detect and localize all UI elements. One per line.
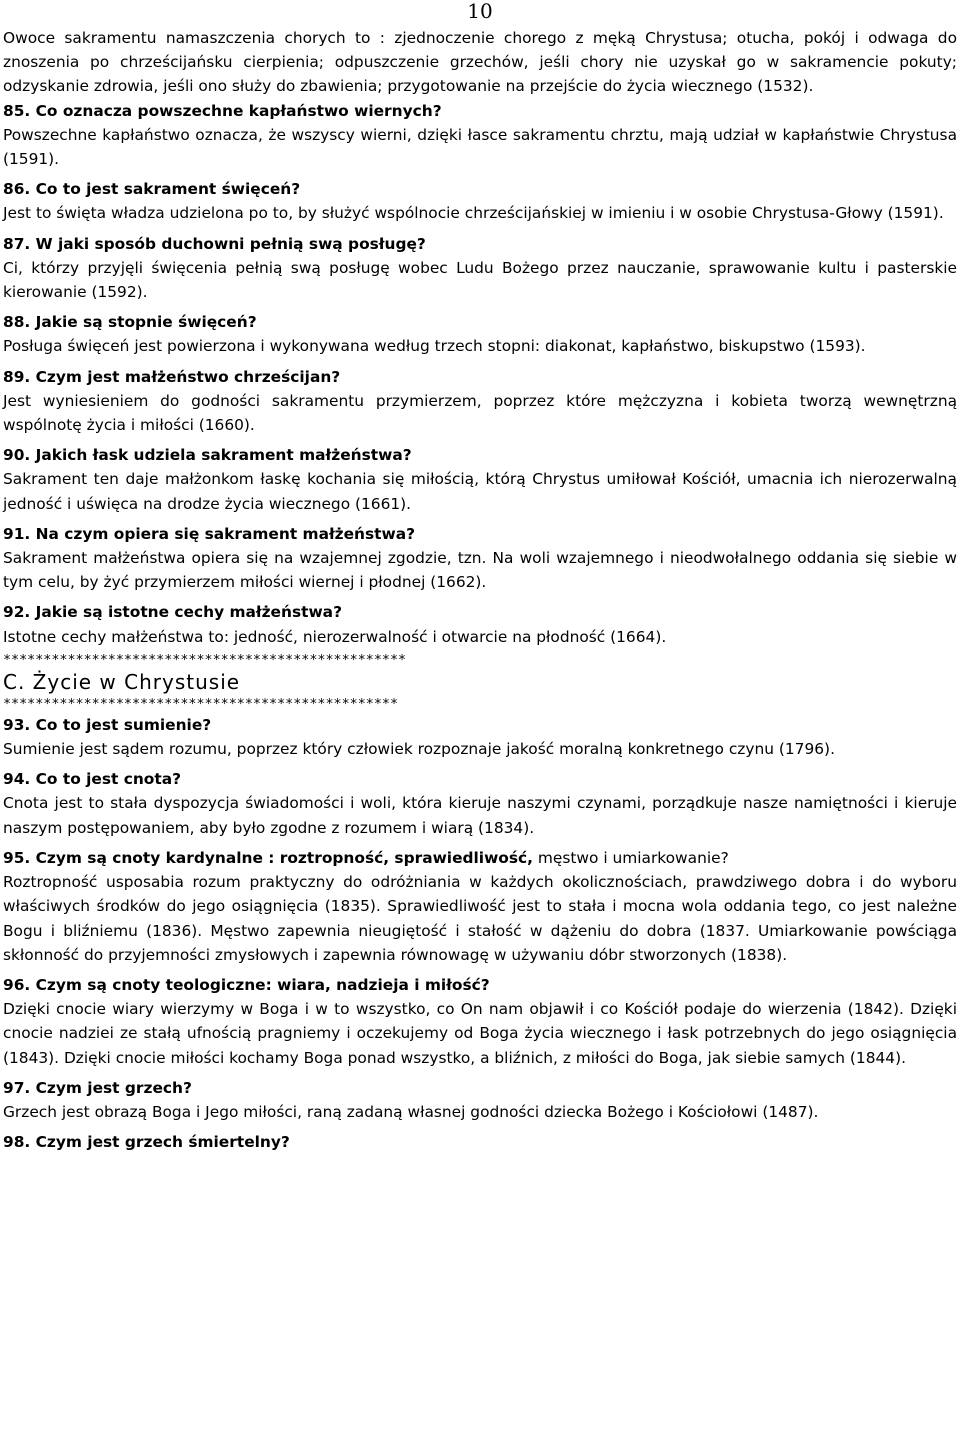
question-text: 90. Jakich łask udziela sakrament małżeństwa? [3, 446, 412, 465]
answer-text: Jest to święta władza udzielona po to, by służyć wspólnocie chrześcijańskiej w imieniu i w osobie Chrystusa-Głowy (1591). [3, 204, 944, 223]
question-text: 85. Co oznacza powszechne kapłaństwo wiernych? [3, 101, 442, 120]
qa-item [3, 600, 957, 648]
question-heading [3, 522, 957, 546]
qa-item [3, 846, 957, 967]
question-text: 95. Czym są cnoty kardynalne : roztropność, sprawiedliwość, [3, 848, 534, 867]
question-heading [3, 99, 957, 123]
qa-item [3, 232, 957, 305]
question-heading [3, 365, 957, 389]
qa-item [3, 99, 957, 172]
qa-item [3, 713, 957, 761]
question-text: 86. Co to jest sakrament święceń? [3, 180, 301, 199]
qa-item [3, 310, 957, 358]
qa-item [3, 1076, 957, 1124]
question-text: 98. Czym jest grzech śmiertelny? [3, 1133, 290, 1152]
answer-text: Roztropność usposabia rozum praktyczny do odróżniania w każdych okolicznościach, prawdziwego dobra i do wyboru właściwych środków do jego osiągnięcia (1835). Sprawiedliwość jest to stała i mocna wola oddania tego, co jest należne Bogu i bliźniemu (1836). Męstwo zapewnia nieugiętość i stałość w dążeniu do dobra (1837. Umiarkowanie powściąga skłonność do przyjemności zmysłowych i zapewnia równowagę w używaniu dóbr stworzonych (1838). [3, 873, 957, 964]
question-text: 94. Co to jest cnota? [3, 770, 182, 789]
question-heading [3, 177, 957, 201]
section-title: C. Życie w Chrystusie [3, 669, 241, 694]
question-heading [3, 973, 957, 997]
answer-text: Sakrament ten daje małżonkom łaskę kochania się miłością, którą Chrystus umiłował Kościół, umacnia ich nierozerwalną jedność i uświęca na drodze życia wiecznego (1661). [3, 470, 957, 513]
answer-text: Sakrament małżeństwa opiera się na wzajemnej zgodzie, tzn. Na woli wzajemnego i nieodwołalnego oddania się siebie w tym celu, by żyć przymierzem miłości wiernej i płodnej (1662). [3, 549, 957, 592]
question-text: 92. Jakie są istotne cechy małżeństwa? [3, 603, 342, 622]
qa-item [3, 767, 957, 840]
question-heading [3, 713, 957, 737]
qa-list-sacraments [3, 99, 957, 649]
question-heading [3, 1130, 957, 1154]
question-heading [3, 443, 957, 467]
answer-text: Sumienie jest sądem rozumu, poprzez który człowiek rozpoznaje jakość moralną konkretnego czynu (1796). [3, 740, 835, 759]
separator-top: ************************************************** [3, 652, 407, 668]
page-number: 10 [467, 0, 493, 23]
question-heading [3, 846, 957, 870]
qa-item [3, 177, 957, 225]
question-text: 96. Czym są cnoty teologiczne: wiara, nadzieja i miłość? [3, 975, 490, 994]
answer-text: Jest wyniesieniem do godności sakramentu przymierzem, poprzez które mężczyzna i kobieta tworzą wewnętrzną wspólnotę życia i miłości (1660). [3, 391, 957, 435]
question-heading [3, 600, 957, 624]
document-content [3, 26, 957, 1154]
question-text: 93. Co to jest sumienie? [3, 715, 212, 734]
question-heading [3, 767, 957, 791]
answer-text: Posługa święceń jest powierzona i wykonywana według trzech stopni: diakonat, kapłaństwo, biskupstwo (1593). [3, 337, 866, 356]
answer-text: Istotne cechy małżeństwa to: jedność, nierozerwalność i otwarcie na płodność (1664). [3, 627, 667, 646]
qa-item [3, 443, 957, 516]
answer-text: Ci, którzy przyjęli święcenia pełnią swą posługę wobec Ludu Bożego przez nauczanie, sprawowanie kultu i pasterskie kierowanie (1592). [3, 258, 957, 302]
question-text: 97. Czym jest grzech? [3, 1078, 192, 1097]
answer-text: Cnota jest to stała dyspozycja świadomości i woli, która kieruje naszymi czynami, porządkuje nasze namiętności i kieruje naszym postępowaniem, aby było zgodne z rozumem i wiarą (1834). [3, 794, 957, 837]
intro-paragraph: Owoce sakramentu namaszczenia chorych to : zjednoczenie chorego z męką Chrystusa; otucha, pokój i odwaga do znoszenia po chrześcijańsku cierpienia; odpuszczenie grzechów, jeśli chory nie uzyskał go w sakramencie pokuty; odzyskanie zdrowia, jeśli ono służy do zbawienia; przygotowanie na przejście do życia wiecznego (1532). [3, 29, 957, 96]
qa-list-life-in-christ [3, 713, 957, 1154]
question-heading [3, 310, 957, 334]
question-text: 91. Na czym opiera się sakrament małżeństwa? [3, 524, 416, 543]
answer-text: Powszechne kapłaństwo oznacza, że wszyscy wierni, dzięki łasce sakramentu chrztu, mają udział w kapłaństwie Chrystusa (1591). [3, 125, 957, 169]
question-heading [3, 1076, 957, 1100]
separator-bottom: ************************************************* [3, 696, 399, 712]
question-text: 89. Czym jest małżeństwo chrześcijan? [3, 367, 341, 386]
answer-text: Dzięki cnocie wiary wierzymy w Boga i w to wszystko, co On nam objawił i co Kościół podaje do wierzenia (1842). Dzięki cnocie nadziei ze stałą ufnością pragniemy i oczekujemy od Boga życia wiecznego i łask potrzebnych do jego osiągnięcia (1843). Dzięki cnocie miłości kochamy Boga ponad wszystko, a bliźnich, z miłości do Boga, jak siebie samych (1844). [3, 1000, 957, 1067]
answer-text: Grzech jest obrazą Boga i Jego miłości, raną zadaną własnej godności dziecka Bożego i Kościołowi (1487). [3, 1102, 819, 1121]
qa-item [3, 365, 957, 438]
qa-item [3, 1130, 957, 1154]
question-text-rest: męstwo i umiarkowanie? [533, 848, 729, 867]
question-text: 87. W jaki sposób duchowni pełnią swą posługę? [3, 234, 426, 253]
qa-item [3, 973, 957, 1070]
qa-item [3, 522, 957, 595]
question-text: 88. Jakie są stopnie święceń? [3, 313, 257, 332]
question-heading [3, 232, 957, 256]
